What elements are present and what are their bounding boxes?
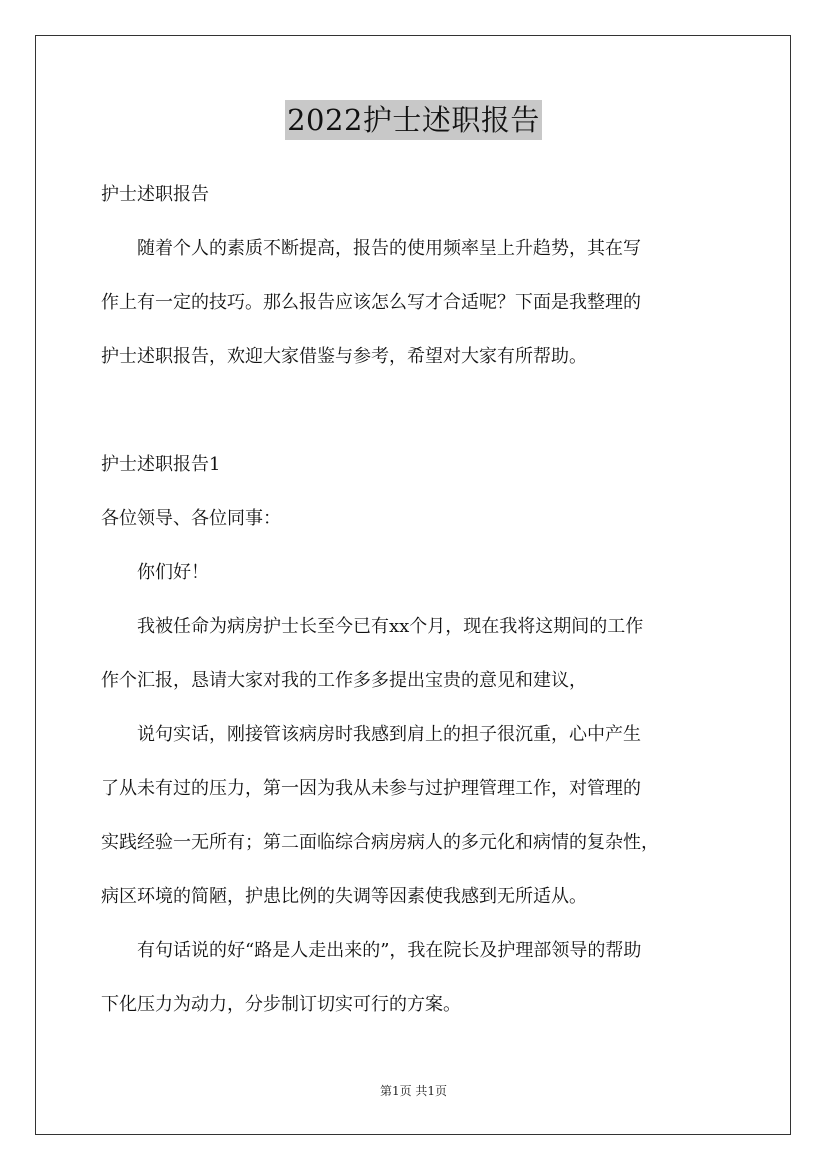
text-line: 说句实话，刚接管该病房时我感到肩上的担子很沉重，心中产生 bbox=[137, 724, 641, 745]
paragraph-gap bbox=[101, 384, 729, 438]
paragraph-2 bbox=[101, 708, 729, 762]
paragraph-3-cont bbox=[101, 978, 729, 1032]
document-title: 2022护士述职报告 bbox=[285, 100, 542, 140]
page-footer: 第1页 共1页 bbox=[379, 1084, 448, 1098]
paragraph-1 bbox=[101, 600, 729, 654]
text-line: 作上有一定的技巧。那么报告应该怎么写才合适呢？下面是我整理的 bbox=[101, 292, 641, 313]
salutation: 各位领导、各位同事： bbox=[101, 508, 281, 529]
intro-paragraph bbox=[101, 222, 729, 276]
section-heading: 护士述职报告1 bbox=[101, 454, 221, 475]
text-line: 有句话说的好“路是人走出来的”，我在院长及护理部领导的帮助 bbox=[137, 940, 642, 961]
text-line: 下化压力为动力，分步制订切实可行的方案。 bbox=[101, 994, 461, 1015]
paragraph-2-cont bbox=[101, 762, 729, 924]
intro-paragraph-cont bbox=[101, 276, 729, 384]
text-line: 病区环境的简陋，护患比例的失调等因素使我感到无所适从。 bbox=[101, 886, 587, 907]
title-container bbox=[0, 100, 827, 140]
greeting: 你们好！ bbox=[137, 562, 209, 583]
paragraph-3 bbox=[101, 924, 729, 978]
text-line: 实践经验一无所有；第二面临综合病房病人的多元化和病情的复杂性， bbox=[101, 832, 659, 853]
text-line: 护士述职报告，欢迎大家借鉴与参考，希望对大家有所帮助。 bbox=[101, 346, 587, 367]
document-body bbox=[101, 168, 729, 1032]
text-line: 作个汇报，恳请大家对我的工作多多提出宝贵的意见和建议， bbox=[101, 670, 587, 691]
document-subtitle: 护士述职报告 bbox=[101, 184, 209, 205]
paragraph-1-cont bbox=[101, 654, 729, 708]
text-line: 了从未有过的压力，第一因为我从未参与过护理管理工作，对管理的 bbox=[101, 778, 641, 799]
text-line: 随着个人的素质不断提高，报告的使用频率呈上升趋势，其在写 bbox=[137, 238, 641, 259]
text-line: 我被任命为病房护士长至今已有xx个月，现在我将这期间的工作 bbox=[137, 616, 644, 637]
